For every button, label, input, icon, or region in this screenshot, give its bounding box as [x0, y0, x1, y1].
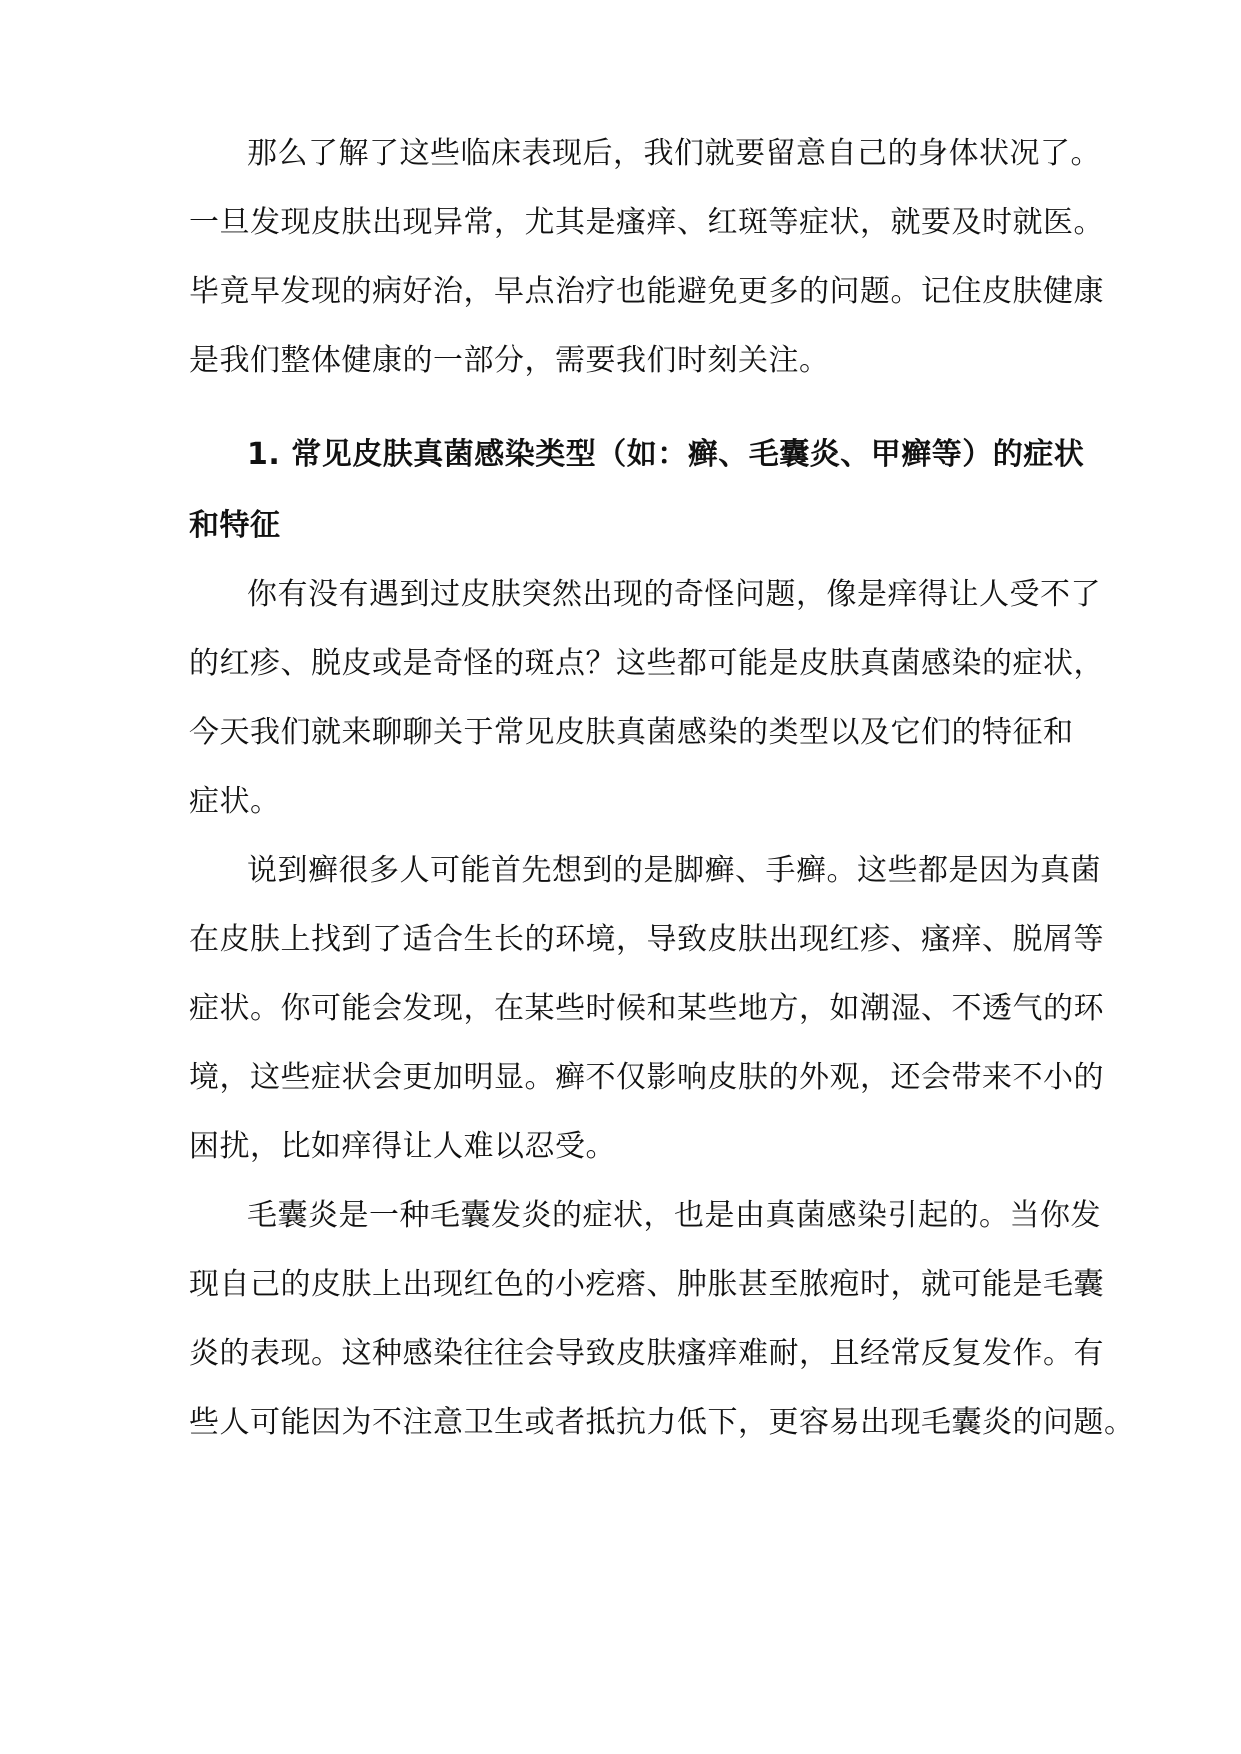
paragraph-2-line-2: 的红疹、脱皮或是奇怪的斑点？这些都可能是皮肤真菌感染的症状， [189, 646, 1104, 681]
paragraph-4-line-2: 现自己的皮肤上出现红色的小疙瘩、肿胀甚至脓疱时，就可能是毛囊 [189, 1267, 1104, 1302]
paragraph-3-line-3: 症状。你可能会发现，在某些时候和某些地方，如潮湿、不透气的环 [189, 991, 1104, 1026]
paragraph-3-line-1: 说到癣很多人可能首先想到的是脚癣、手癣。这些都是因为真菌 [247, 853, 1101, 888]
paragraph-1-line-1: 那么了解了这些临床表现后，我们就要留意自己的身体状况了。 [247, 136, 1101, 171]
paragraph-4-line-4: 些人可能因为不注意卫生或者抵抗力低下，更容易出现毛囊炎的问题。 [189, 1405, 1135, 1440]
paragraph-1-line-3: 毕竟早发现的病好治，早点治疗也能避免更多的问题。记住皮肤健康 [189, 274, 1104, 309]
paragraph-1-line-4: 是我们整体健康的一部分，需要我们时刻关注。 [189, 343, 830, 378]
paragraph-3-line-2: 在皮肤上找到了适合生长的环境，导致皮肤出现红疹、瘙痒、脱屑等 [189, 922, 1104, 957]
paragraph-2-line-1: 你有没有遇到过皮肤突然出现的奇怪问题，像是痒得让人受不了 [247, 577, 1101, 612]
paragraph-4-line-1: 毛囊炎是一种毛囊发炎的症状，也是由真菌感染引起的。当你发 [247, 1198, 1101, 1233]
paragraph-1-line-2: 一旦发现皮肤出现异常，尤其是瘙痒、红斑等症状，就要及时就医。 [189, 205, 1104, 240]
paragraph-2-line-4: 症状。 [189, 784, 281, 819]
paragraph-3-line-4: 境，这些症状会更加明显。癣不仅影响皮肤的外观，还会带来不小的 [189, 1060, 1104, 1095]
paragraph-4-line-3: 炎的表现。这种感染往往会导致皮肤瘙痒难耐，且经常反复发作。有 [189, 1336, 1104, 1371]
section-heading-line-1: 1. 常见皮肤真菌感染类型（如：癣、毛囊炎、甲癣等）的症状 [247, 437, 1085, 472]
paragraph-3-line-5: 困扰，比如痒得让人难以忍受。 [189, 1129, 616, 1164]
section-heading-line-2: 和特征 [189, 508, 281, 543]
paragraph-2-line-3: 今天我们就来聊聊关于常见皮肤真菌感染的类型以及它们的特征和 [189, 715, 1074, 750]
